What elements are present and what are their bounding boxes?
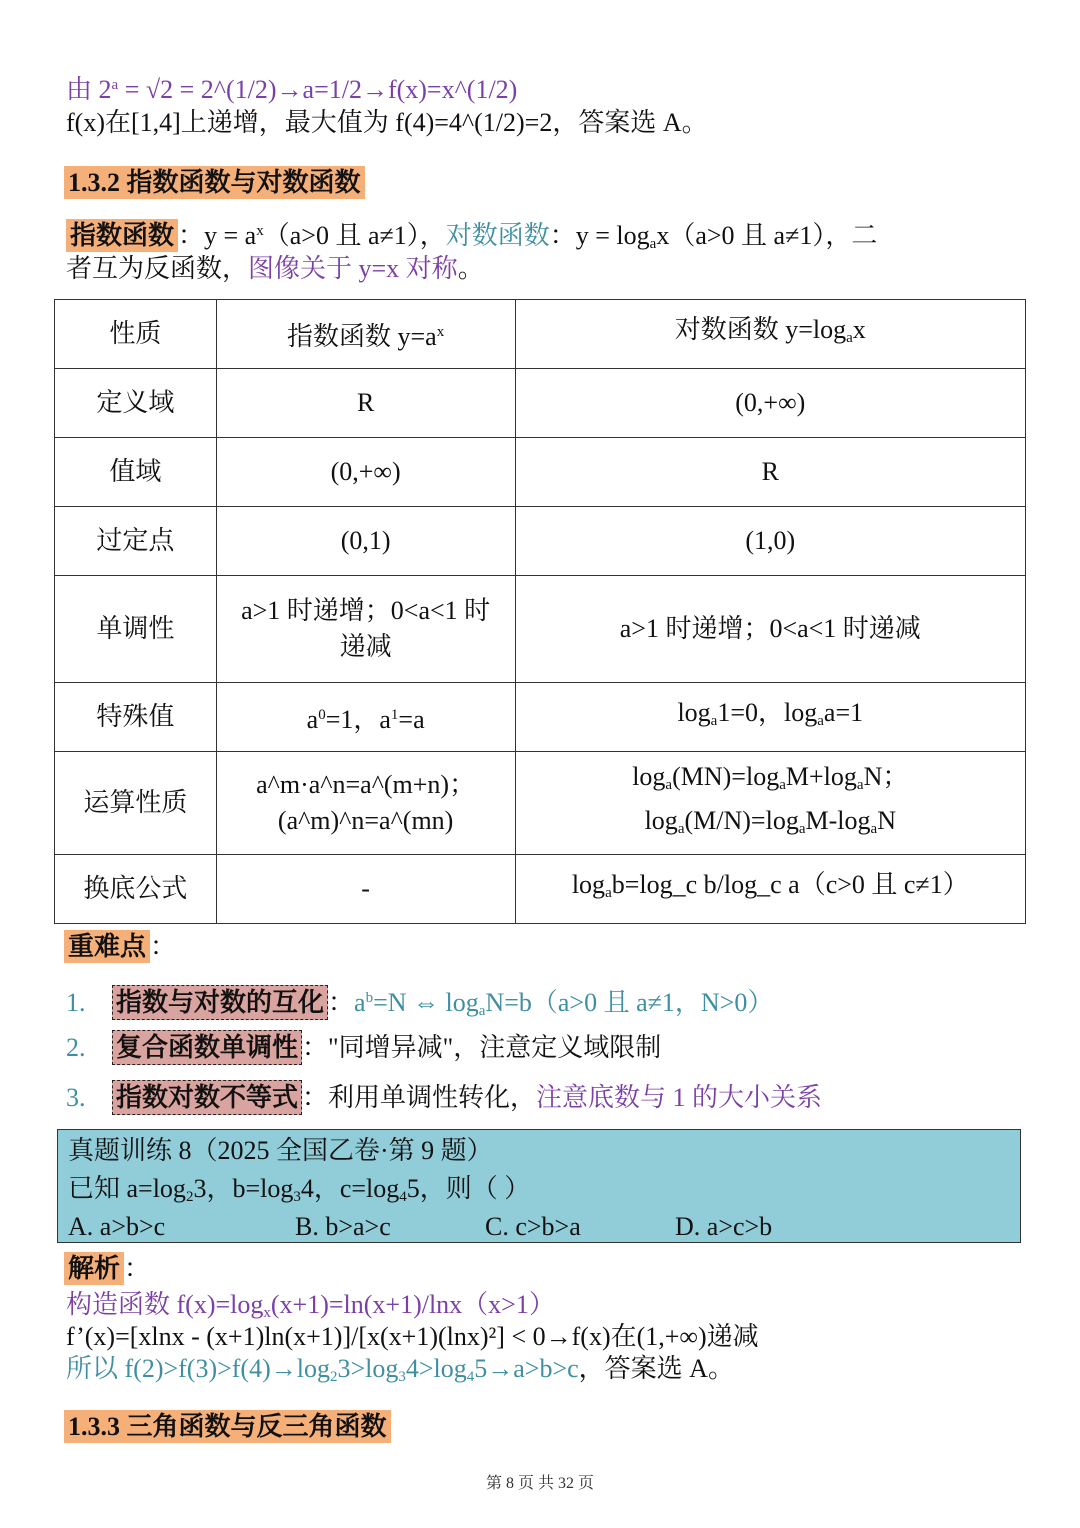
intro-line-2: f(x)在[1,4]上递增，最大值为 f(4)=4^(1/2)=2，答案选 A。 [66,108,708,137]
table-row [55,438,1026,507]
row-label: 换底公式 [55,855,217,924]
header-log-sub: a [846,330,853,346]
row-label: 定义域 [55,369,217,438]
intro-sup: a [111,77,119,93]
exp-function-label: 指数函数 [66,219,178,252]
t-sub: a [710,713,718,729]
t-sub: 3 [293,1189,301,1205]
cell-line: a>1 时递增；0<a<1 时 [241,596,491,625]
colon: ： [302,1033,329,1062]
t: b=log_c b/log_c a（c>0 且 c≠1） [611,870,969,899]
row-label: 运算性质 [55,752,217,855]
t-sub: 2 [329,1369,338,1385]
table-cell [515,683,1025,752]
t-sup: b [365,990,374,1006]
row-label: 值域 [55,438,217,507]
cell-line: (a^m)^n=a^(mn) [277,806,454,835]
exp-def-sup: x [256,223,264,239]
list-number: 2. [66,1033,86,1062]
t: =a [398,704,425,734]
table-cell [515,855,1025,924]
option-d: D. a>c>b [675,1212,773,1241]
inverse-text: 者互为反函数， [66,254,249,283]
table-cell: R [515,438,1025,507]
cell-line: 递减 [339,632,392,661]
colon: ： [124,1254,151,1283]
t-sub: 2 [185,1189,194,1205]
solution-line-2: f’(x)=[xlnx - (x+1)ln(x+1)]/[x(x+1)(lnx)²] < 0→f(x)在(1,+∞)递减 [66,1322,759,1351]
t-sub: 3 [398,1369,406,1385]
table-cell: (0,+∞) [216,438,515,507]
row-label: 过定点 [55,507,217,576]
colon: ： [302,1083,329,1112]
cell-line: $\log_a(M/N)=\log_aM-\log_aN$ [644,806,896,837]
exp-def: ：y = a [178,221,257,250]
log-def-cond: x（a>0 且 a≠1），二 [656,221,878,250]
table-cell: R [216,369,515,438]
log-base-sub: a [856,777,864,793]
header-exp: 指数函数 y=a [287,321,437,351]
t: log [677,698,711,727]
option-b: B. b>a>c [295,1212,391,1241]
log-base-sub: a [798,821,806,837]
t: 所以 f(2)>f(3)>f(4)→log [66,1354,330,1383]
properties-table [54,299,1026,924]
t-sub: a [605,885,612,901]
solution-line-3 [66,1352,734,1394]
solution-heading [64,1252,150,1286]
t-sub: 4 [466,1369,475,1385]
colon: ： [150,932,177,961]
exam-question-box [57,1129,1021,1243]
table-cell [515,752,1025,855]
intro-line-1 [66,68,517,107]
list-label: 复合函数单调性 [112,1030,302,1065]
section-title: 1.3.3 三角函数与反三角函数 [64,1410,391,1443]
list-number: 1. [66,988,86,1017]
table-row [55,752,1026,855]
header-log-x: x [852,315,866,344]
log-def: ：y = log [549,221,650,250]
difficulties-title: 重难点 [64,930,150,963]
row-label: 特殊值 [55,683,217,752]
header-log: 对数函数 y=log [674,315,847,344]
t: 5→a>b>c [474,1354,579,1383]
table-cell: - [216,855,515,924]
symmetry-text: 图像关于 y=x 对称 [248,254,458,283]
t: =1，a [325,704,391,734]
log-def-sub: a [649,236,657,252]
page-footer: 第 8 页 共 32 页 [485,1475,594,1492]
table-cell: a>1 时递增；0<a<1 时递减 [515,576,1025,683]
list-text: 利用单调性转化， [328,1083,537,1112]
table-row [55,507,1026,576]
period: 。 [457,254,484,283]
table-cell: (1,0) [515,507,1025,576]
list-text [354,988,773,1017]
table-cell: (0,1) [216,507,515,576]
solution-conclusion [66,1354,579,1383]
intro-text-rest: = √2 = 2^(1/2)→a=1/2→f(x)=x^(1/2) [118,75,518,104]
list-number: 3. [66,1083,86,1112]
log-base-sub: a [677,821,685,837]
exp-def-cond: （a>0 且 a≠1）， [263,221,446,250]
t: 4，c=log [300,1174,400,1203]
table-row [55,369,1026,438]
difficulties-heading [64,930,176,964]
option-a: A. a>b>c [68,1212,166,1241]
t: log [571,870,606,899]
exam-title: 真题训练 8（2025 全国乙卷·第 9 题） [68,1136,493,1165]
t-sub: 4 [399,1189,407,1205]
list-text-emphasis: 注意底数与 1 的大小关系 [536,1083,823,1112]
t: 4>log [405,1354,467,1383]
list-label: 指数对数不等式 [112,1080,302,1115]
t-sub: x [263,1305,271,1321]
solution-title: 解析 [64,1252,124,1285]
list-item [66,978,773,1031]
section-heading-133 [64,1410,391,1444]
header-cell [515,300,1025,369]
intro-text: 由 2 [66,75,112,104]
list-item [66,1078,822,1118]
section-title: 1.3.2 指数函数与对数函数 [64,166,365,199]
section-heading-132 [64,166,365,200]
option-c: C. c>b>a [485,1212,581,1241]
cell-line: a^m·a^n=a^(m+n)； [256,770,476,799]
definition-line-2 [66,252,484,286]
t: 5，则（ ） [406,1174,531,1203]
list-label: 指数与对数的互化 [112,985,328,1020]
list-item [66,1028,661,1068]
cell-line: $\log_a(MN)=\log_aM+\log_aN$； [632,762,909,793]
t: =N ⇔ log [373,988,479,1017]
t: a [354,988,366,1017]
header-exp-sup: x [436,323,445,340]
t: 3，b=log [193,1174,294,1203]
table-cell [216,683,515,752]
t: 3>log [337,1354,399,1383]
t: 构造函数 f(x)=log [66,1290,264,1319]
header-cell: 性质 [55,300,217,369]
table-row [55,683,1026,752]
header-cell [216,300,515,369]
table-row [55,576,1026,683]
t: a [306,704,319,734]
t: (x+1)=ln(x+1)/lnx（x>1） [270,1290,555,1319]
t-sup: 0 [318,706,326,723]
table-cell [216,752,515,855]
log-base-sub: a [870,821,878,837]
table-cell [216,576,515,683]
colon: ： [328,988,355,1017]
t: 1=0，log [717,698,818,727]
t-sup: 1 [390,706,399,723]
t-sub: a [478,1003,486,1019]
exam-question [68,1172,530,1214]
row-label: 单调性 [55,576,217,683]
t: N=b（a>0 且 a≠1，N>0） [485,988,774,1017]
list-text: "同增异减"，注意定义域限制 [328,1033,662,1062]
table-row [55,855,1026,924]
table-header-row [55,300,1026,369]
log-base-sub: a [665,777,673,793]
table-cell: (0,+∞) [515,369,1025,438]
t: ，答案选 A。 [578,1354,734,1383]
log-base-sub: a [779,777,786,793]
log-function-label: 对数函数 [445,221,550,250]
t-sub: a [817,713,824,729]
t: a=1 [823,698,864,727]
t: 已知 a=log [68,1174,186,1203]
